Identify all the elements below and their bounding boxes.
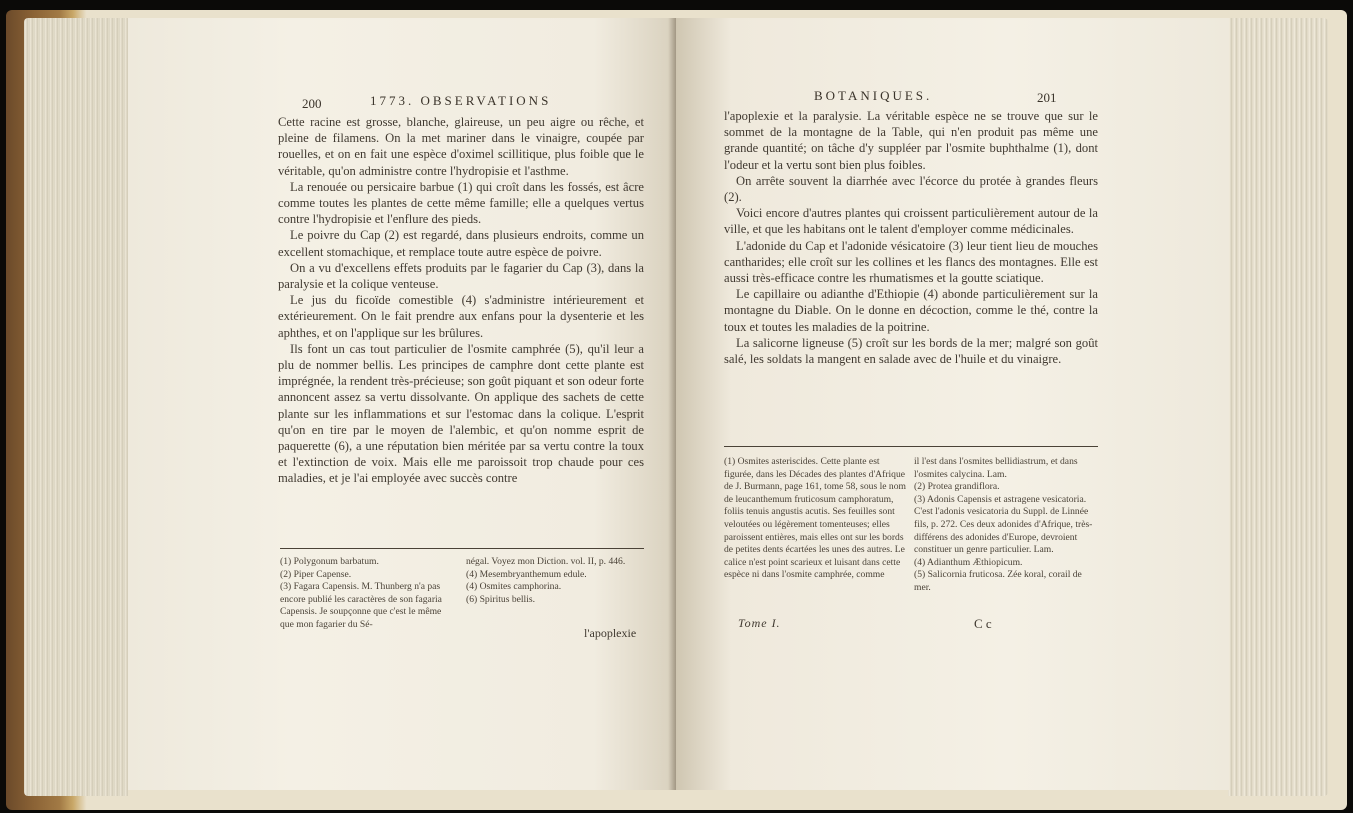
right-page — [676, 18, 1229, 790]
paragraph: Cette racine est grosse, blanche, glaireuse, un peu aigre ou rêche, et pleine de filamens. On la met mariner dans le vinaigre, coupée par rouelles, et on en fait une espèce d'oximel scillitique, plus foible que le véritable, qu'on administre contre l'hydropisie et l'asthme. — [278, 115, 644, 178]
footnote: il l'est dans l'osmites bellidiastrum, et dans l'osmites calycina. Lam. — [914, 456, 1078, 480]
paragraph: On arrête souvent la diarrhée avec l'écorce du protée à grandes fleurs (2). — [724, 173, 1098, 205]
footnote: (4) Mesembryanthemum edule. — [466, 568, 587, 580]
paragraph: Le jus du ficoïde comestible (4) s'administre intérieurement et extérieurement. On le fait prendre aux enfans pour la dysenterie et les aphthes, et on l'applique sur les brûlures. — [278, 293, 644, 340]
paragraph: L'adonide du Cap et l'adonide vésicatoire (3) leur tient lieu de mouches cantharides; elle croît sur les collines et les flancs des montagnes. Elle est aussi très-efficace contre les rhumatismes et la goutte sciatique. — [724, 238, 1098, 286]
paragraph: Le capillaire ou adianthe d'Ethiopie (4) abonde particulièrement sur la montagne du Diable. On le donne en décoction, comme le thé, contre la toux et toutes les maladies de la poitrine. — [724, 287, 1098, 334]
left-page — [128, 18, 676, 790]
footnote: (3) Fagara Capensis. M. Thunberg n'a pas encore publié les caractères de son fagaria Capensis. Je soupçonne que c'est le même que mon fagarier du Sé- — [280, 581, 442, 630]
footnote: (1) Osmites asteriscides. Cette plante est figurée, dans les Décades des plantes d'Afrique de J. Burmann, page 161, tome 58, sous le nom de leucanthemum fruticosum camphoratum, foliis tenuis angustis acutis. Ses feuilles sont veloutées ou légèrement tomenteuses; elles paroissent entières, mais elles ont sur les bords de petites dents écartées les unes des autres. Le calice n'est point scarieux et luisant dans cette espèce ni dans l'osmite camphrée, comme — [724, 456, 906, 581]
paragraph: Ils font un cas tout particulier de l'osmite camphrée (5), qu'il leur a plu de nommer bellis. Les principes de camphre dont cette plante est imprégnée, la rendent très-précieuse; son goût piquant et son odeur forte annoncent assez sa vertu dissolvante. On applique des sachets de cette plante sur les inflammations et sur l'estomac dans la colique. L'esprit qu'on en tire par le moyen de l'alembic, et qu'on nomme esprit de paquerette (6), a une réputation bien méritée par sa vertu contre la toux et l'extinction de voix. Mais elle me paroissoit trop chaude pour ces maladies, et je l'ai employée avec succès contre — [278, 341, 644, 486]
running-head: 1773. OBSERVATIONS — [370, 93, 552, 108]
right-page-edges — [1228, 18, 1328, 796]
footnotes-col-1 — [280, 556, 456, 632]
footnote: (4) Adianthum Æthiopicum. — [914, 556, 1023, 568]
footnote-rule — [280, 548, 644, 549]
page-number: 201 — [1037, 90, 1057, 105]
page-number: 200 — [302, 96, 322, 111]
footnote: négal. Voyez mon Diction. vol. II, p. 446. — [466, 556, 626, 567]
footnotes-col-2 — [466, 556, 644, 606]
paragraph: On a vu d'excellens effets produits par le fagarier du Cap (3), dans la paralysie et la colique venteuse. — [278, 260, 644, 292]
signature-mark: C c — [974, 616, 992, 631]
volume-label: Tome I. — [738, 616, 781, 630]
left-body-text — [278, 114, 644, 487]
catchword: l'apoplexie — [584, 626, 637, 640]
footnote-rule — [724, 446, 1098, 447]
footnote: (6) Spiritus bellis. — [466, 593, 536, 605]
footnote: (4) Osmites camphorina. — [466, 581, 562, 593]
paragraph: Voici encore d'autres plantes qui croissent particulièrement autour de la ville, et que les habitans ont le talent d'employer comme médicinales. — [724, 206, 1098, 237]
running-head: BOTANIQUES. — [814, 88, 933, 103]
footnote: (1) Polygonum barbatum. — [280, 556, 379, 567]
footnote: (5) Salicornia fruticosa. Zée koral, corail de mer. — [914, 569, 1082, 593]
paragraph: Le poivre du Cap (2) est regardé, dans plusieurs endroits, comme un excellent stomachique, et remplace toute autre espèce de poivre. — [278, 228, 644, 259]
footnote: (3) Adonis Capensis et astragene vesicatoria. C'est l'adonis vesicatoria du Suppl. de Linnée fils, p. 272. Ces deux adonides d'Afrique, très-différens des adonides d'Europe, devroient constituer un genre particulier. Lam. — [914, 493, 1093, 556]
footnotes-col-2 — [914, 456, 1098, 595]
paragraph: l'apoplexie et la paralysie. La véritable espèce ne se trouve que sur le sommet de la montagne de la Table, qui n'en produit pas même une grande quantité; on tâche d'y suppléer par l'osmite buphthalme (1), dont l'odeur et la vertu sont bien plus foibles. — [724, 109, 1098, 172]
footnote: (2) Protea grandiflora. — [914, 481, 1000, 493]
paragraph: La salicorne ligneuse (5) croît sur les bords de la mer; malgré son goût salé, les soldats la mangent en salade avec de l'huile et du vinaigre. — [724, 335, 1098, 367]
left-page-edges — [24, 18, 128, 796]
footnotes-col-1 — [724, 456, 906, 582]
footnote: (2) Piper Capense. — [280, 568, 352, 580]
paragraph: La renouée ou persicaire barbue (1) qui croît dans les fossés, est âcre comme toutes les plantes de cette même famille; elle a quelques vertus contre l'hydropisie et l'enflure des pieds. — [278, 179, 644, 227]
right-body-text — [724, 108, 1098, 367]
